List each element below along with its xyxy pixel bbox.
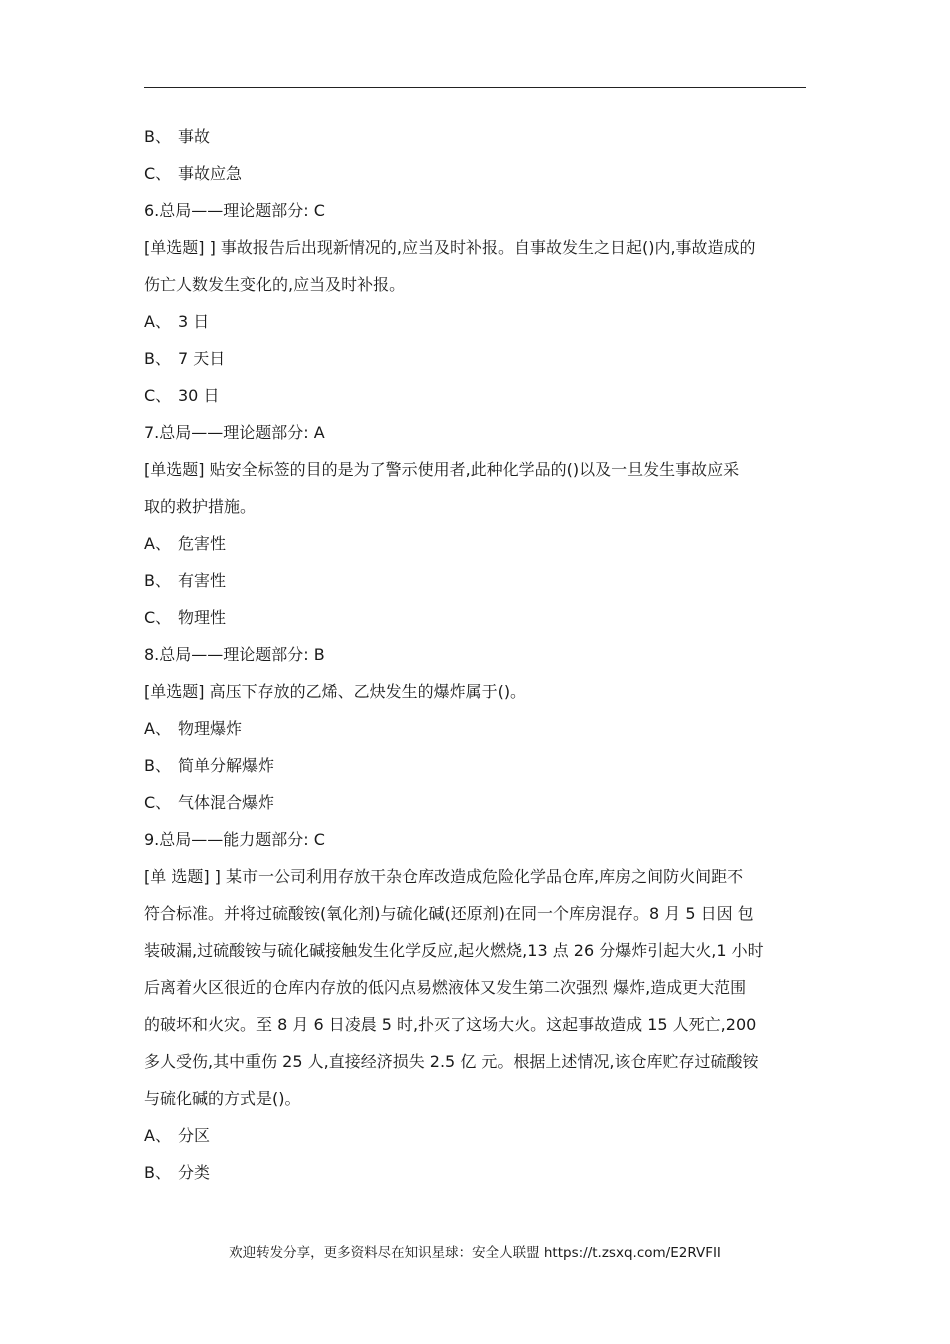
page-footer: 欢迎转发分享，更多资料尽在知识星球：安全人联盟 https://t.zsxq.com/E2RVFII xyxy=(229,1245,721,1261)
text-line: 7.总局——理论题部分: A xyxy=(144,423,325,442)
text-line: 8.总局——理论题部分: B xyxy=(144,645,325,664)
option-letter: B、 xyxy=(144,1163,171,1182)
answer-option xyxy=(144,303,806,340)
option-letter: C、 xyxy=(144,164,172,183)
option-text: 物理性 xyxy=(178,608,227,627)
text-line: 9.总局——能力题部分: C xyxy=(144,830,325,849)
text-line: [单 选题] ] 某市一公司利用存放干杂仓库改造成危险化学品仓库,库房之间防火间距不 xyxy=(144,867,744,886)
option-text: 气体混合爆炸 xyxy=(178,793,275,812)
option-text: 7 天日 xyxy=(178,349,226,368)
option-letter: A、 xyxy=(144,312,171,331)
option-text: 分区 xyxy=(178,1126,211,1145)
text-line: [单选题] 贴安全标签的目的是为了警示使用者,此种化学品的()以及一旦发生事故应采 xyxy=(144,460,740,479)
text-line: 后离着火区很近的仓库内存放的低闪点易燃液体又发生第二次强烈 爆炸,造成更大范围 xyxy=(144,978,747,997)
answer-option xyxy=(144,710,806,747)
text-line: [单选题] ] 事故报告后出现新情况的,应当及时补报。自事故发生之日起()内,事故造成的 xyxy=(144,238,756,257)
answer-option xyxy=(144,1154,806,1191)
option-text: 30 日 xyxy=(178,386,220,405)
answer-option xyxy=(144,599,806,636)
option-letter: B、 xyxy=(144,127,171,146)
option-letter: C、 xyxy=(144,793,172,812)
option-letter: B、 xyxy=(144,756,171,775)
option-text: 物理爆炸 xyxy=(178,719,243,738)
option-text: 事故 xyxy=(178,127,211,146)
answer-option xyxy=(144,377,806,414)
text-line: 与硫化碱的方式是()。 xyxy=(144,1089,301,1108)
answer-option xyxy=(144,1117,806,1154)
answer-option xyxy=(144,784,806,821)
option-text: 事故应急 xyxy=(178,164,243,183)
option-letter: B、 xyxy=(144,349,171,368)
document-body xyxy=(144,118,806,1191)
header-divider xyxy=(144,87,806,88)
option-letter: B、 xyxy=(144,571,171,590)
text-line: 的破坏和火灾。至 8 月 6 日凌晨 5 时,扑灭了这场大火。这起事故造成 15 人死亡,200 xyxy=(144,1015,757,1034)
answer-option xyxy=(144,340,806,377)
option-letter: A、 xyxy=(144,719,171,738)
answer-option xyxy=(144,562,806,599)
text-line: 装破漏,过硫酸铵与硫化碱接触发生化学反应,起火燃烧,13 点 26 分爆炸引起大火,1 小时 xyxy=(144,941,764,960)
option-text: 3 日 xyxy=(178,312,210,331)
answer-option xyxy=(144,747,806,784)
text-line: 符合标准。并将过硫酸铵(氧化剂)与硫化碱(还原剂)在同一个库房混存。8 月 5 日因 包 xyxy=(144,904,754,923)
answer-option xyxy=(144,155,806,192)
answer-option xyxy=(144,118,806,155)
answer-option xyxy=(144,525,806,562)
option-letter: A、 xyxy=(144,1126,171,1145)
option-text: 简单分解爆炸 xyxy=(178,756,275,775)
text-line: 6.总局——理论题部分: C xyxy=(144,201,325,220)
text-line: 伤亡人数发生变化的,应当及时补报。 xyxy=(144,275,406,294)
option-text: 分类 xyxy=(178,1163,211,1182)
option-letter: A、 xyxy=(144,534,171,553)
text-line: 多人受伤,其中重伤 25 人,直接经济损失 2.5 亿 元。根据上述情况,该仓库贮存过硫酸铵 xyxy=(144,1052,759,1071)
option-letter: C、 xyxy=(144,608,172,627)
option-text: 危害性 xyxy=(178,534,227,553)
option-text: 有害性 xyxy=(178,571,227,590)
option-letter: C、 xyxy=(144,386,172,405)
text-line: [单选题] 高压下存放的乙烯、乙炔发生的爆炸属于()。 xyxy=(144,682,527,701)
text-line: 取的救护措施。 xyxy=(144,497,257,516)
